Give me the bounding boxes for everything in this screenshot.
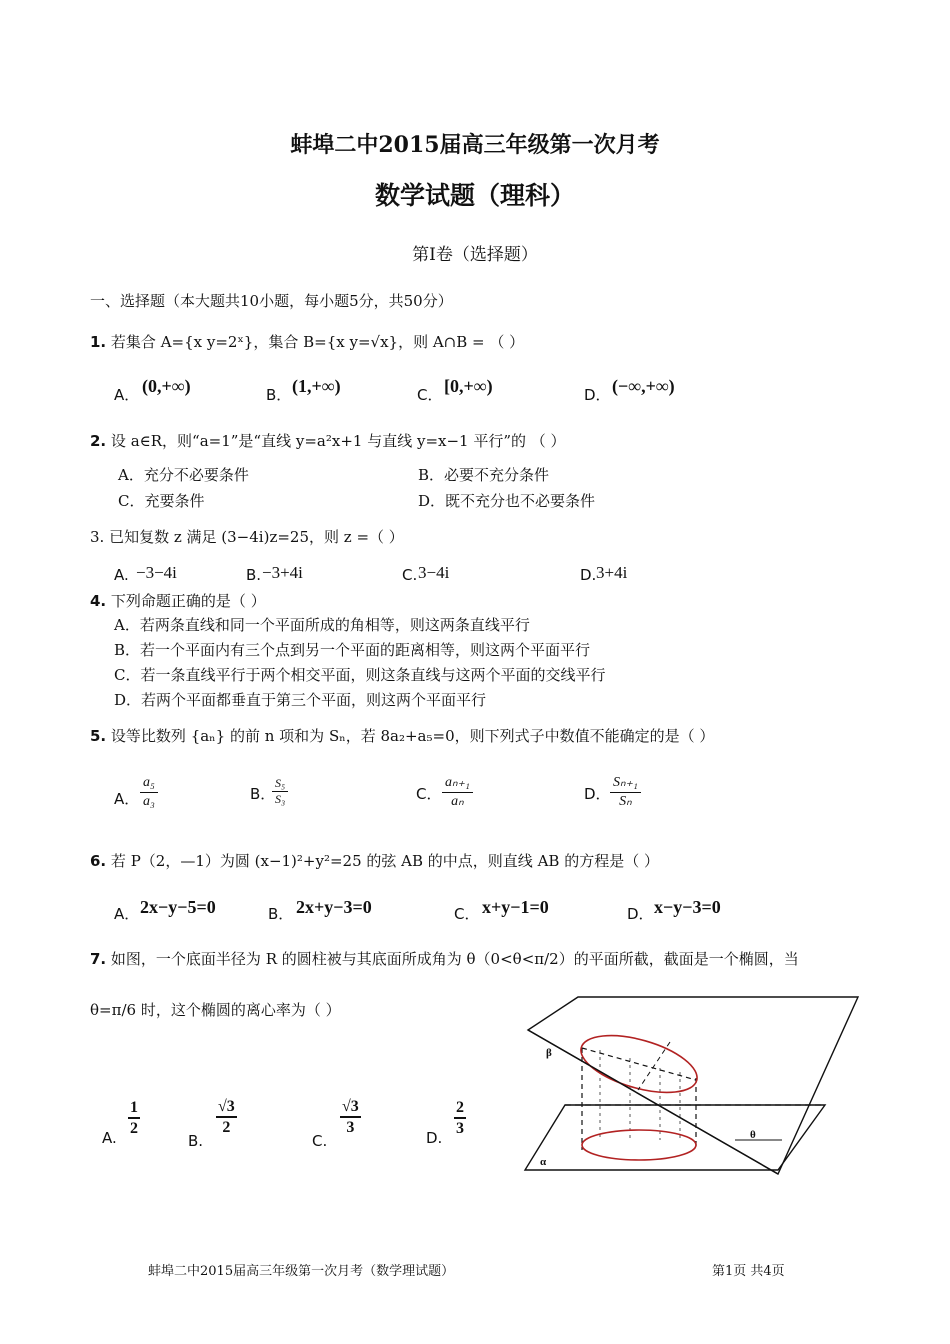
denominator: 3 bbox=[456, 1120, 464, 1138]
section-heading: 一、选择题（本大题共10小题，每小题5分，共50分） bbox=[90, 292, 453, 310]
question-number: 1. bbox=[90, 333, 107, 351]
option-label: B． bbox=[268, 905, 294, 923]
option-value: [0,+∞) bbox=[444, 376, 493, 396]
option-fraction bbox=[610, 774, 641, 810]
option-fraction bbox=[216, 1097, 237, 1137]
question-number: 4. bbox=[90, 592, 107, 610]
option: D．若两个平面都垂直于第三个平面，则这两个平面平行 bbox=[114, 691, 487, 709]
option-value: 2x−y−5=0 bbox=[140, 897, 216, 917]
option: C．充要条件 bbox=[118, 492, 205, 510]
denominator: 3 bbox=[346, 1119, 355, 1137]
option-label: D． bbox=[584, 785, 611, 803]
option-value: (0,+∞) bbox=[142, 376, 191, 396]
option-label: B. bbox=[246, 566, 262, 584]
option-label: A. bbox=[114, 566, 129, 584]
option-value: 3−4i bbox=[418, 563, 450, 582]
page-number: 第1页 共4页 bbox=[712, 1264, 785, 1279]
option-label: A． bbox=[114, 386, 140, 404]
option: B．必要不充分条件 bbox=[418, 466, 550, 484]
denominator: 2 bbox=[222, 1119, 231, 1137]
question-4 bbox=[90, 590, 266, 611]
numerator: 2 bbox=[454, 1098, 466, 1119]
major-axis bbox=[582, 1048, 696, 1080]
denominator: 2 bbox=[130, 1120, 138, 1138]
option-fraction bbox=[128, 1098, 140, 1138]
option-label: D. bbox=[426, 1129, 443, 1147]
option-label: A． bbox=[114, 905, 140, 923]
numerator: a₅ bbox=[140, 774, 158, 793]
option-label: C． bbox=[454, 905, 480, 923]
option: A．充分不必要条件 bbox=[118, 466, 249, 484]
option-value: x+y−1=0 bbox=[482, 897, 549, 917]
numerator: aₙ₊₁ bbox=[442, 774, 473, 793]
plane-edge bbox=[528, 1030, 778, 1174]
question-7 bbox=[90, 948, 799, 969]
denominator: Sₙ bbox=[619, 793, 632, 809]
option-label: B． bbox=[266, 386, 292, 404]
question-text: 若 P（2，—1）为圆 (x−1)²+y²=25 的弦 AB 的中点，则直线 AB 的方程是（ ） bbox=[110, 852, 659, 870]
part-heading: 第Ⅰ卷（选择题） bbox=[412, 245, 538, 265]
option-fraction bbox=[442, 774, 473, 810]
denominator: aₙ bbox=[451, 793, 464, 809]
option-label: D. bbox=[580, 566, 597, 584]
question-text: 设等比数列 {aₙ} 的前 n 项和为 Sₙ，若 8a₂+a₅=0，则下列式子中数值不能确定的是（ ） bbox=[110, 727, 715, 745]
cylinder-plane-figure bbox=[520, 990, 860, 1180]
option-label: C. bbox=[402, 566, 418, 584]
option: C．若一条直线平行于两个相交平面，则这条直线与这两个平面的交线平行 bbox=[114, 666, 606, 684]
question-number: 6. bbox=[90, 852, 107, 870]
minor-axis bbox=[638, 1042, 670, 1090]
alpha-label: α bbox=[540, 1156, 547, 1168]
option-label: A. bbox=[102, 1129, 117, 1147]
option-value: (−∞,+∞) bbox=[612, 376, 675, 396]
question-text: 若集合 A={x y=2ˣ}，集合 B={x y=√x}，则 A∩B = （ ） bbox=[110, 333, 525, 351]
question-1 bbox=[90, 331, 524, 352]
base-ellipse bbox=[582, 1130, 696, 1160]
option-fraction bbox=[272, 776, 288, 807]
question-text: 下列命题正确的是（ ） bbox=[110, 592, 266, 610]
exam-subtitle: 数学试题（理科） bbox=[374, 181, 575, 210]
numerator: S₅ bbox=[272, 776, 288, 792]
option-fraction bbox=[140, 774, 158, 810]
option-label: B． bbox=[250, 785, 276, 803]
denominator: a₃ bbox=[143, 793, 155, 809]
option-fraction bbox=[340, 1097, 361, 1137]
option-label: A． bbox=[114, 790, 140, 808]
option-label: D． bbox=[584, 386, 611, 404]
question-text: 如图，一个底面半径为 R 的圆柱被与其底面所成角为 θ（0<θ<π/2）的平面所截，截面是一个椭圆，当 bbox=[110, 950, 799, 968]
question-text-continued: θ=π/6 时，这个椭圆的离心率为（ ） bbox=[90, 1001, 341, 1019]
option-label: C． bbox=[416, 785, 442, 803]
denominator: S₃ bbox=[275, 792, 286, 806]
option-value: −3−4i bbox=[136, 563, 177, 582]
question-2 bbox=[90, 430, 566, 451]
question-text: 设 a∈R，则“a=1”是“直线 y=a²x+1 与直线 y=x−1 平行”的 （ ） bbox=[110, 432, 566, 450]
option-fraction bbox=[454, 1098, 466, 1138]
question-number: 5. bbox=[90, 727, 107, 745]
option-label: B. bbox=[188, 1132, 204, 1150]
option-value: 2x+y−3=0 bbox=[296, 897, 372, 917]
beta-label: β bbox=[546, 1047, 552, 1059]
question-3: 3. 已知复数 z 满足 (3−4i)z=25，则 z =（ ） bbox=[90, 528, 404, 546]
theta-label: θ bbox=[750, 1129, 756, 1141]
option: D．既不充分也不必要条件 bbox=[418, 492, 596, 510]
option-label: D． bbox=[627, 905, 654, 923]
option-label: C. bbox=[312, 1132, 328, 1150]
question-6 bbox=[90, 850, 659, 871]
option: B．若一个平面内有三个点到另一个平面的距离相等，则这两个平面平行 bbox=[114, 641, 591, 659]
option-value: x−y−3=0 bbox=[654, 897, 721, 917]
numerator: 1 bbox=[128, 1098, 140, 1119]
option-value: (1,+∞) bbox=[292, 376, 341, 396]
numerator: √3 bbox=[340, 1097, 361, 1118]
question-number: 2. bbox=[90, 432, 107, 450]
section-ellipse bbox=[575, 1024, 704, 1103]
option-label: C． bbox=[417, 386, 443, 404]
numerator: √3 bbox=[216, 1097, 237, 1118]
question-number: 7. bbox=[90, 950, 107, 968]
option: A．若两条直线和同一个平面所成的角相等，则这两条直线平行 bbox=[114, 616, 530, 634]
exam-title: 蚌埠二中2015届高三年级第一次月考 bbox=[290, 132, 660, 158]
question-5 bbox=[90, 725, 714, 746]
option-value: −3+4i bbox=[262, 563, 303, 582]
footer-left: 蚌埠二中2015届高三年级第一次月考（数学理试题） bbox=[148, 1264, 455, 1279]
option-value: 3+4i bbox=[596, 563, 628, 582]
numerator: Sₙ₊₁ bbox=[610, 774, 641, 793]
